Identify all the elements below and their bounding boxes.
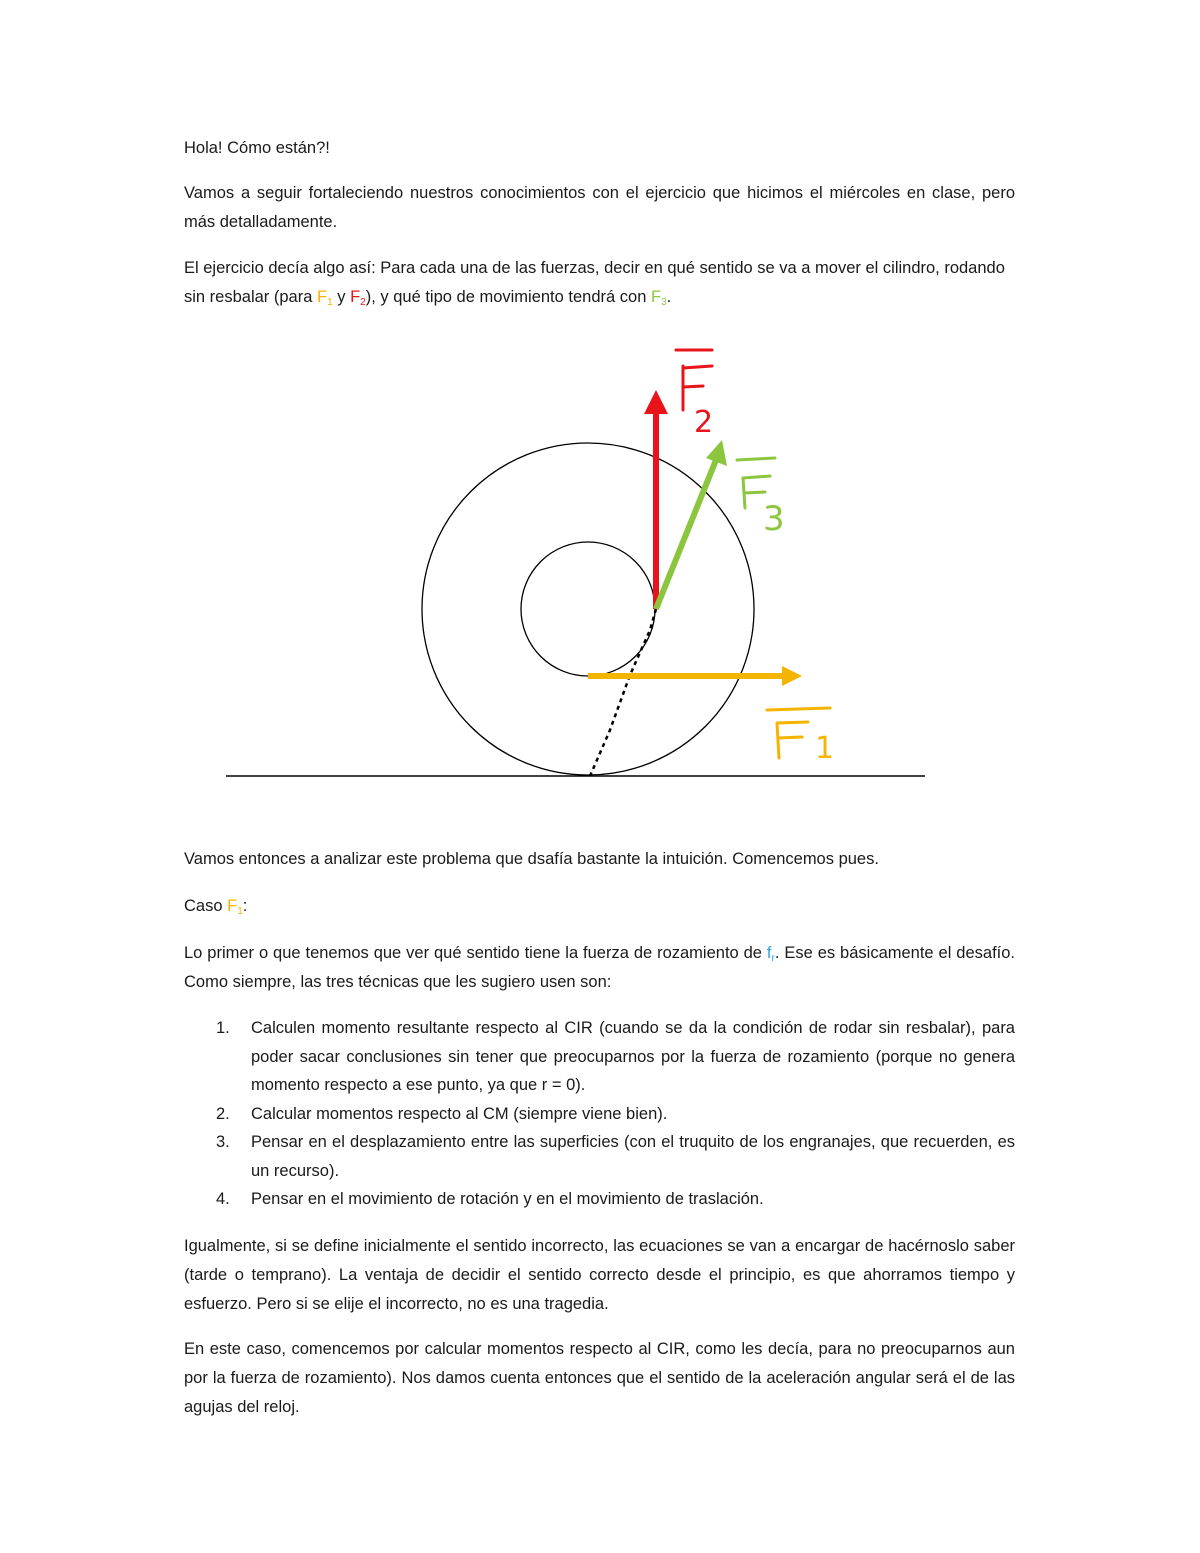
intro-paragraph: Vamos a seguir fortaleciendo nuestros conocimientos con el ejercicio que hicimos el miércoles en clase, pero más detalladamente. <box>184 184 1015 231</box>
f3-label-sub: 3 <box>763 499 785 539</box>
f3-inline: $F_3$ <box>650 288 667 308</box>
exercise-lead: El ejercicio decía algo así: Para cada una de las fuerzas, decir en qué sentido se va a mover el cilindro, rodando sin resbalar (para <box>184 259 1005 306</box>
likewise-paragraph: Igualmente, si se define inicialmente el sentido incorrecto, las ecuaciones se van a encargar de hacérnoslo saber (tarde o temprano). La ventaja de decidir el sentido correcto desde el principio, es que ahorramos tiempo y esfuerzo. Pero si se elije el incorrecto, no es una tragedia. <box>184 1237 1015 1313</box>
exercise-end: . <box>666 288 672 306</box>
first-paragraph: Lo primer o que tenemos que ver qué sentido tiene la fuerza de rozamiento de $f_r$. Ese es básicamente el desafío. Como siempre, las tres técnicas que les sugiero usen son: <box>184 944 1015 991</box>
list-item: 4. Pensar en el movimiento de rotación y en el movimiento de traslación. <box>216 1190 764 1208</box>
f1-inline: $F_1$ <box>316 288 333 308</box>
case-heading: Caso $F_1$: <box>184 897 248 917</box>
greeting: Hola! Cómo están?! <box>184 139 330 157</box>
f1-arrow <box>588 666 802 686</box>
fr-inline: $f_r$ <box>766 944 775 964</box>
list-item: 2. Calcular momentos respecto al CM (siempre viene bien). <box>216 1104 668 1123</box>
techniques-list <box>184 1014 1015 1214</box>
list-item: 3. Pensar en el desplazamiento entre las superficies (con el truquito de los engranajes, que recuerden, es un recurso). <box>216 1133 1015 1180</box>
f3-arrow <box>656 440 727 609</box>
f2-inline: $F_2$ <box>350 288 366 308</box>
f2-label-sub: 2 <box>694 405 714 440</box>
exercise-mid: ), y qué tipo de movimiento tendrá con <box>365 288 651 306</box>
dotted-line <box>590 609 656 776</box>
f2-arrow <box>644 390 668 609</box>
analysis-intro: Vamos entonces a analizar este problema que dsafía bastante la intuición. Comencemos pues. <box>184 850 879 868</box>
exercise-and: y <box>332 288 351 306</box>
list-item: 1. Calculen momento resultante respecto al CIR (cuando se da la condición de rodar sin resbalar), para poder sacar conclusiones sin tener que preocuparnos por la fuerza de rozamiento (porque no genera momento respecto a ese punto, ya que r = 0). <box>216 1019 1015 1094</box>
f1-label-sub: 1 <box>815 731 835 766</box>
inner-circle <box>521 542 655 676</box>
cylinder-force-diagram <box>0 330 1200 800</box>
this-case-paragraph: En este caso, comencemos por calcular momentos respecto al CIR, como les decía, para no preocuparnos aun por la fuerza de rozamiento). Nos damos cuenta entonces que el sentido de la aceleración angular será el de las agujas del reloj. <box>184 1340 1015 1416</box>
exercise-paragraph <box>184 254 1015 312</box>
f2-label <box>676 350 712 410</box>
